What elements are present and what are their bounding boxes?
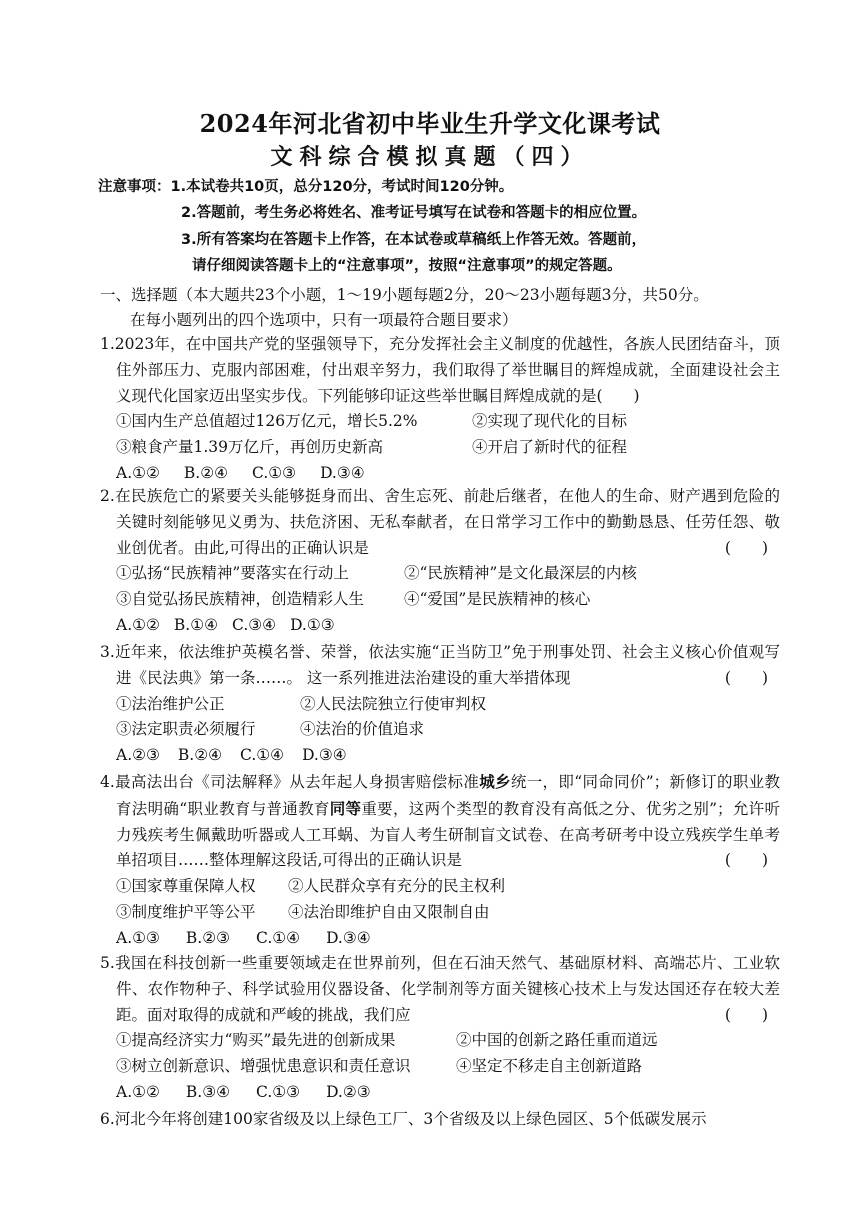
question-6 <box>100 1107 780 1133</box>
answer-choice-d: D.③④ <box>302 746 347 765</box>
answer-choice-a: A.①② <box>116 615 160 634</box>
option-statement: ①弘扬“民族精神”要落实在行动上 <box>116 564 349 583</box>
notice-line-4: 请仔细阅读答题卡上的“注意事项”，按照“注意事项”的规定答题。 <box>192 258 622 274</box>
answer-choice-d: D.②③ <box>326 1082 371 1101</box>
answer-bracket: ( ) <box>724 668 768 687</box>
option-statement: ④开启了新时代的征程 <box>472 438 628 457</box>
question-stem: 4.最高法出台《司法解释》从去年起人身损害赔偿标准城乡统一，即“同命同价”；新修订的职业教育法明确“职业教育与普通教育同等重要，这两个类型的教育没有高低之分、优劣之别”；允许听力残疾考生佩戴助听器或人工耳蜗、为盲人考生研制盲文试卷、在高考研考中设立残疾学生单考单招项目……整体理解这段话,可得出的正确认识是 ( ) <box>100 769 780 874</box>
option-statement: ③粮食产量1.39万亿斤，再创历史新高 <box>116 438 384 457</box>
option-statement: ②人民群众享有充分的民主权利 <box>288 877 506 896</box>
option-statement: ③树立创新意识、增强忧患意识和责任意识 <box>116 1057 411 1076</box>
option-statement: ③法定职责必须履行 <box>116 720 256 739</box>
question-stem: 2.在民族危亡的紧要关头能够挺身而出、舍生忘死、前赴后继者，在他人的生命、财产遇到危险的关键时刻能够见义勇为、扶危济困、无私奉献者，在日常学习工作中的勤勤恳恳、任劳任怨、敬业创优者。由此,可得出的正确认识是 ( ) <box>100 484 780 561</box>
section-instruction: 在每小题列出的四个选项中，只有一项最符合题目要求） <box>130 311 518 329</box>
answer-choice-b: B.③④ <box>185 1082 231 1101</box>
answer-choice-b: B.①④ <box>173 615 219 634</box>
answer-choice-c: C.③④ <box>232 615 277 634</box>
question-3 <box>100 640 780 769</box>
question-5 <box>100 951 780 1106</box>
emphasis-text: 同等 <box>329 798 362 818</box>
answer-bracket: ( ) <box>724 538 768 557</box>
answer-choice-c: C.①③ <box>252 463 297 482</box>
answer-choice-a: A.②③ <box>116 746 160 765</box>
question-1 <box>100 332 780 487</box>
question-stem: 1.2023年，在中国共产党的坚强领导下，充分发挥社会主义制度的优越性，各族人民团结奋斗，顶住外部压力、克服内部困难，付出艰辛努力，我们取得了举世瞩目的辉煌成就，全面建设社会主义现代化国家迈出坚实步伐。下列能够印证这些举世瞩目辉煌成就的是( ) <box>100 335 780 405</box>
question-4 <box>100 769 780 952</box>
answer-choice-d: D.①③ <box>290 615 335 634</box>
option-statement: ①提高经济实力“购买”最先进的创新成果 <box>116 1031 396 1050</box>
exam-subtitle: 文科综合模拟真题（四） <box>270 144 590 170</box>
section-heading: 一、选择题（本大题共23个小题，1～19小题每题2分，20～23小题每题3分，共50分。 <box>100 286 709 304</box>
answer-bracket: ( ) <box>724 851 768 870</box>
question-stem: 6.河北今年将创建100家省级及以上绿色工厂、3个省级及以上绿色园区、5个低碳发展示 <box>100 1110 707 1128</box>
answer-choice-c: C.①③ <box>256 1082 301 1101</box>
exam-title: 2024年河北省初中毕业生升学文化课考试 <box>199 109 661 138</box>
option-statement: ③制度维护平等公平 <box>116 902 256 921</box>
question-stem: 3.近年来，依法维护英模名誉、荣誉，依法实施“正当防卫”免于刑事处罚、社会主义核心价值观写进《民法典》第一条……。 这一系列推进法治建设的重大举措体现 ( ) <box>100 640 780 692</box>
option-statement: ②中国的创新之路任重而道远 <box>456 1031 658 1050</box>
answer-choice-b: B.②④ <box>183 463 229 482</box>
option-statement: ①国内生产总值超过126万亿元，增长5.2% <box>116 412 418 431</box>
answer-bracket: ( ) <box>724 1005 768 1024</box>
option-statement: ②人民法院独立行使审判权 <box>300 694 487 713</box>
emphasis-text: 城乡 <box>479 772 511 791</box>
answer-choice-d: D.③④ <box>320 463 365 482</box>
notice-line-1: 注意事项：1.本试卷共10页，总分120分，考试时间120分钟。 <box>98 179 514 195</box>
answer-choice-b: B.②③ <box>185 928 231 947</box>
option-statement: ③自觉弘扬民族精神，创造精彩人生 <box>116 590 365 609</box>
question-stem: 5.我国在科技创新一些重要领域走在世界前列，但在石油天然气、基础原材料、高端芯片、工业软件、农作物种子、科学试验用仪器设备、化学制剂等方面关键核心技术上与发达国还存在较大差距。面对取得的成就和严峻的挑战，我们应 ( ) <box>100 951 780 1028</box>
option-statement: ②“民族精神”是文化最深层的内核 <box>404 564 637 583</box>
answer-choice-a: A.①② <box>116 463 160 482</box>
notice-line-3: 3.所有答案均在答题卡上作答，在本试卷或草稿纸上作答无效。答题前， <box>181 232 647 248</box>
answer-choice-a: A.①③ <box>116 928 160 947</box>
answer-choice-a: A.①② <box>116 1082 160 1101</box>
question-2 <box>100 484 780 639</box>
option-statement: ①法治维护公正 <box>116 694 225 713</box>
option-statement: ①国家尊重保障人权 <box>116 877 256 896</box>
option-statement: ④坚定不移走自主创新道路 <box>456 1057 643 1076</box>
answer-choice-b: B.②④ <box>177 746 223 765</box>
notice-line-2: 2.答题前，考生务必将姓名、准考证号填写在试卷和答题卡的相应位置。 <box>181 205 647 221</box>
answer-choice-c: C.①④ <box>240 746 285 765</box>
option-statement: ②实现了现代化的目标 <box>472 412 628 431</box>
option-statement: ④法治的价值追求 <box>300 720 425 739</box>
answer-choice-c: C.①④ <box>256 928 301 947</box>
option-statement: ④“爱国”是民族精神的核心 <box>404 590 591 609</box>
option-statement: ④法治即维护自由又限制自由 <box>288 902 490 921</box>
answer-choice-d: D.③④ <box>326 928 371 947</box>
